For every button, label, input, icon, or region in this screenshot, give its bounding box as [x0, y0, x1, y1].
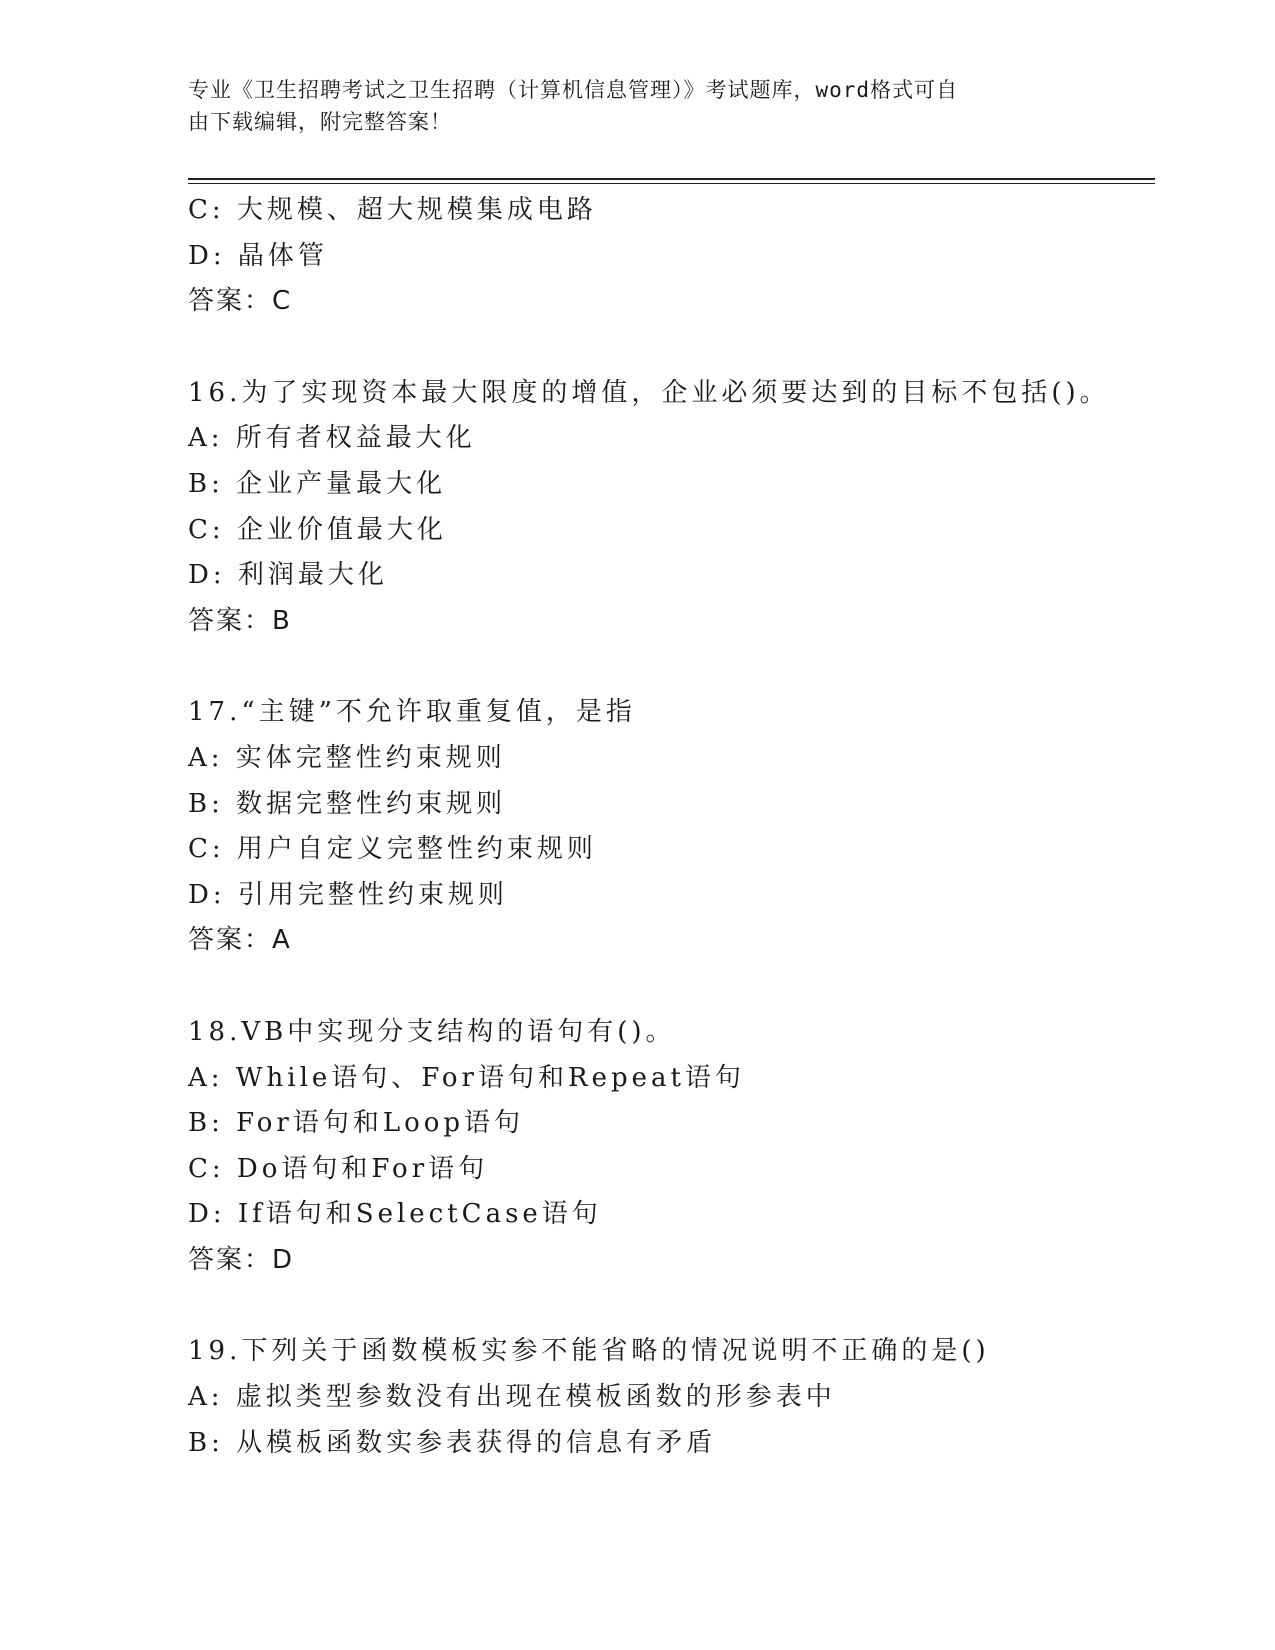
carryover-question — [188, 188, 1148, 325]
option-a: A: While语句、For语句和Repeat语句 — [188, 1062, 745, 1093]
answer-line: 答案：A — [188, 925, 292, 956]
document-header — [188, 74, 1068, 138]
header-line-2: 由下载编辑，附完整答案！ — [188, 110, 452, 134]
header-line-1: 专业《卫生招聘考试之卫生招聘（计算机信息管理）》考试题库，word格式可自 — [188, 78, 959, 102]
question-gap — [188, 325, 1148, 371]
option-b: B: 从模板函数实参表获得的信息有矛盾 — [188, 1427, 717, 1458]
answer-line: 答案：B — [188, 605, 292, 636]
question-stem: 17.“主键”不允许取重复值，是指 — [188, 697, 636, 728]
question-19 — [188, 1329, 1148, 1466]
answer-line: 答案：C — [188, 286, 293, 317]
question-gap — [188, 644, 1148, 690]
option-b: B: For语句和Loop语句 — [188, 1108, 525, 1139]
option-d: D: 引用完整性约束规则 — [188, 879, 508, 910]
option-c: C: 企业价值最大化 — [188, 514, 447, 545]
question-16 — [188, 371, 1148, 645]
option-b: B: 企业产量最大化 — [188, 468, 447, 499]
option-d: D: 晶体管 — [188, 240, 328, 271]
option-c: C: 大规模、超大规模集成电路 — [188, 195, 597, 225]
option-d: D: 利润最大化 — [188, 560, 388, 591]
option-a: A: 所有者权益最大化 — [188, 423, 476, 454]
option-c: C: Do语句和For语句 — [188, 1153, 489, 1184]
header-divider-thick — [188, 178, 1155, 180]
option-a: A: 实体完整性约束规则 — [188, 742, 506, 773]
question-stem: 19.下列关于函数模板实参不能省略的情况说明不正确的是() — [188, 1336, 990, 1367]
option-d: D: If语句和SelectCase语句 — [188, 1199, 602, 1230]
question-17 — [188, 690, 1148, 964]
question-gap — [188, 1283, 1148, 1329]
question-18 — [188, 1010, 1148, 1284]
option-a: A: 虚拟类型参数没有出现在模板函数的形参表中 — [188, 1382, 836, 1413]
question-stem: 18.VB中实现分支结构的语句有()。 — [188, 1016, 676, 1047]
option-c: C: 用户自定义完整性约束规则 — [188, 834, 597, 865]
option-b: B: 数据完整性约束规则 — [188, 788, 507, 819]
question-gap — [188, 964, 1148, 1010]
question-list — [188, 188, 1148, 1466]
answer-line: 答案：D — [188, 1244, 295, 1275]
question-stem: 16.为了实现资本最大限度的增值，企业必须要达到的目标不包括()。 — [188, 377, 1110, 408]
header-divider-thin — [188, 183, 1155, 184]
